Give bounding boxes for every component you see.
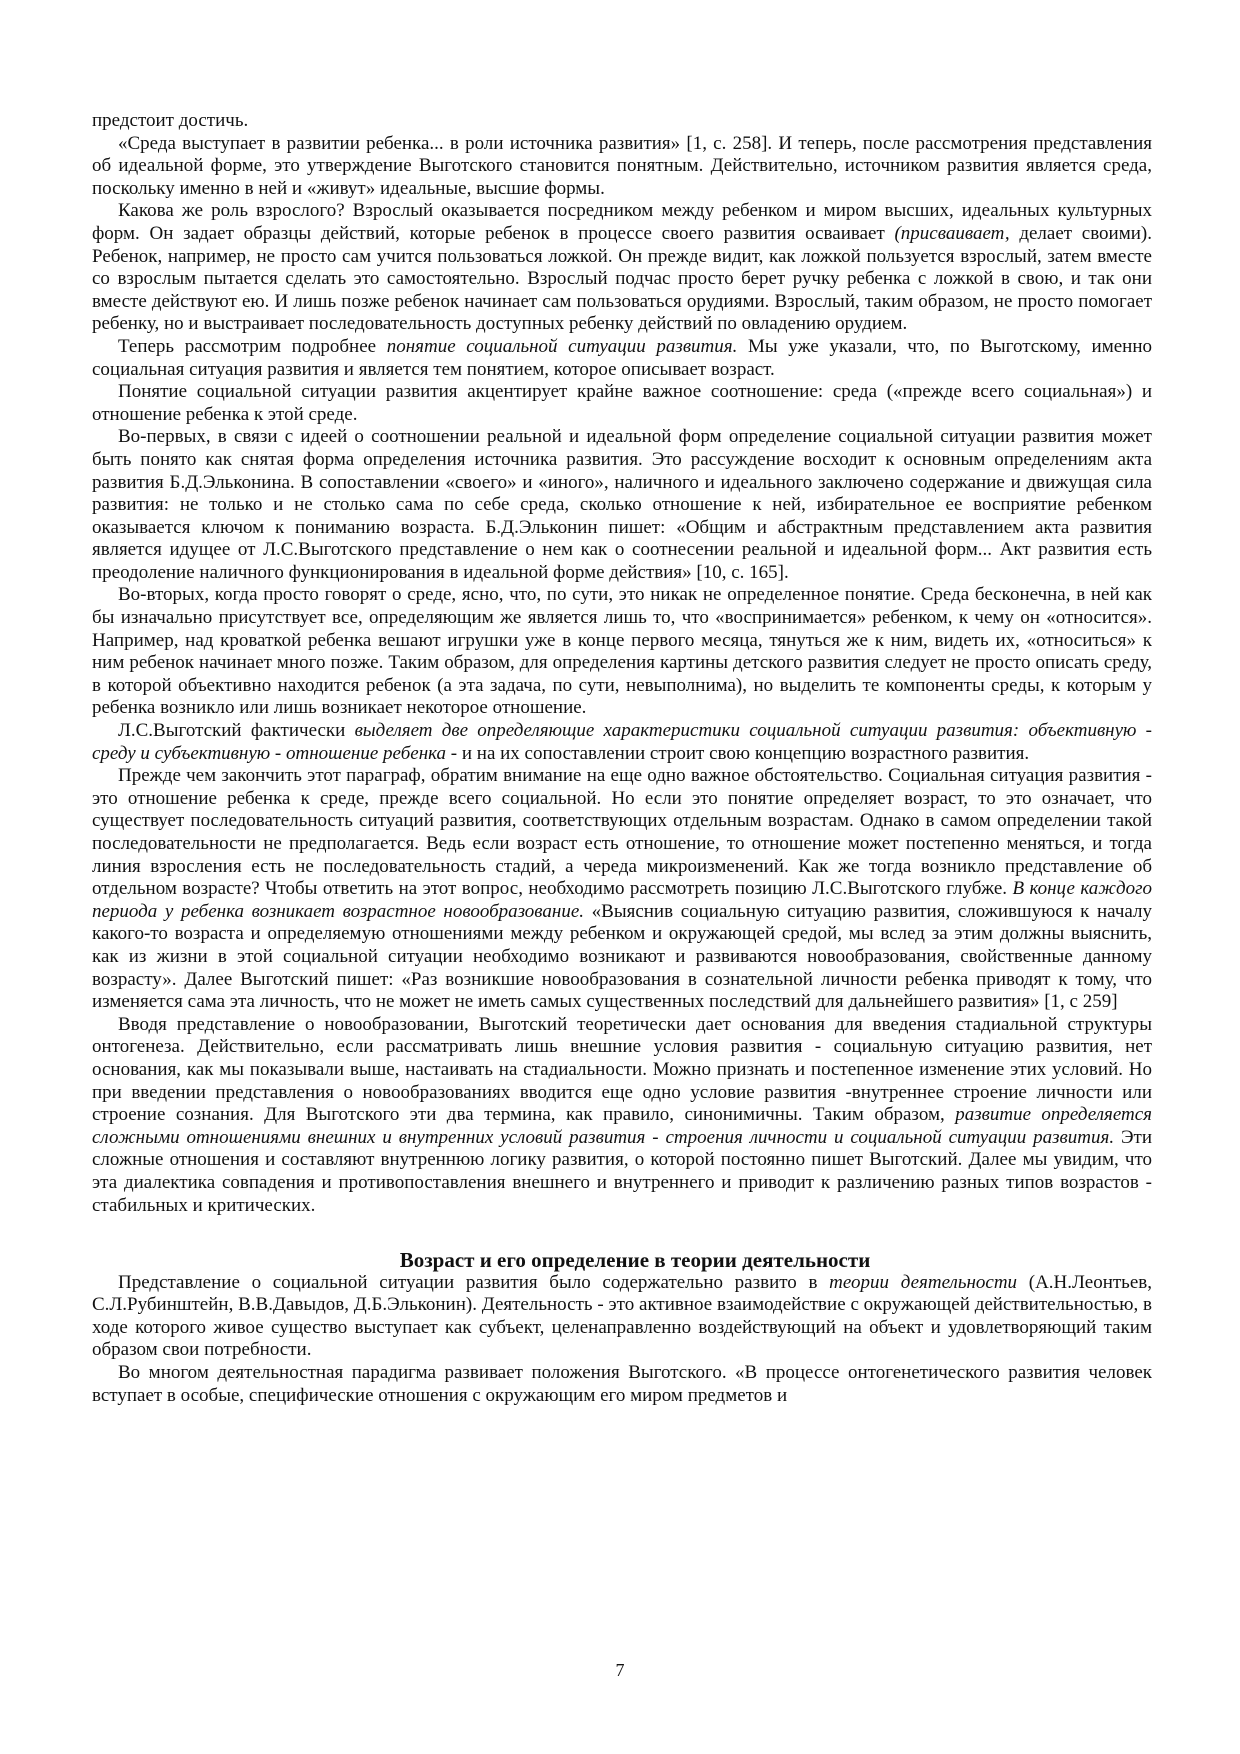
body-paragraph: Во-первых, в связи с идеей о соотношении реальной и идеальной форм определение социальной ситуации развития может быть понято как снятая форма определения источника развития. Это рассуждение восходит к основным определениям акта развития Б.Д.Эльконина. В сопоставлении «своего» и «иного», наличного и идеального заключено содержание и движущая сила развития: не только и не столько сама по себе среда, сколько отношение к ней, избирательное ее восприятие ребенком оказывается ключом к пониманию возраста. Б.Д.Эльконин пишет: «Общим и абстрактным представлением акта развития является идущее от Л.С.Выготского представление о нем как о соотнесении реальной и идеальной форм... Акт развития есть преодоление наличного функционирования в идеальной форме действия» [10, с. 165]. (92, 426, 1152, 583)
body-paragraph (92, 1272, 1152, 1362)
paragraph-text: Вводя представление о новообразовании, Выготский теоретически дает основания для введения стадиальной структуры онтогенеза. Действительно, если рассматривать лишь внешние условия развития - социальную ситуацию развития, нет основания, как мы показывали выше, настаивать на стадиальности. Можно признать и постепенное изменение этих условий. Но при введении представления о новообразованиях вводится еще одно условие развития -внутреннее строение личности или строение сознания. Для Выготского эти два термина, как правило, синонимичны. Таким образом, (92, 1013, 1152, 1126)
paragraph-text: делает своими). Ребенок, например, не просто сам учится пользоваться ложкой. Он прежде видит, как ложкой пользуется взрослый, затем вместе со взрослым пытается сделать это самостоятельно. Взрослый подчас просто берет ручку ребенка с ложкой в свою, и так они вместе действуют ею. И лишь позже ребенок начинает сам пользоваться орудиями. Взрослый, таким образом, не просто помогает ребенку, но и выстраивает последовательность доступных ребенку действий по овладению орудием. (92, 222, 1152, 335)
paragraph-text: Прежде чем закончить этот параграф, обратим внимание на еще одно важное обстоятельство. Социальная ситуация развития - это отношение ребенка к среде, прежде всего социальной. Но если это понятие определяет возраст, то это означает, что существует последовательность ситуаций развития, соответствующих отдельным возрастам. Однако в самом определении такой последовательности не предполагается. Ведь если возраст есть отношение, то отношение может постепенно меняться, и тогда линия взросления есть не последовательность стадий, а череда микроизменений. Как же тогда возникло представление об отдельном возрасте? Чтобы ответить на этот вопрос, необходимо рассмотреть позицию Л.С.Выготского глубже. (92, 765, 1152, 900)
body-paragraph (92, 765, 1152, 1014)
paragraph-text: Представление о социальной ситуации развития было содержательно развито в (118, 1271, 830, 1293)
body-paragraph: «Среда выступает в развитии ребенка... в роли источника развития» [1, с. 258]. И теперь, после рассмотрения представления об идеальной форме, это утверждение Выготского становится понятным. Действительно, источником развития является среда, поскольку именно в ней и «живут» идеальные, высшие формы. (92, 132, 1152, 199)
body-paragraph (92, 200, 1152, 336)
paragraph-text: «Выяснив социальную ситуацию развития, сложившуюся к началу какого-то возраста и определяемую отношениями между ребенком и окружающей средой, мы вслед за этим должны выяснить, как из жизни в этой социальной ситуации необходимо возникают и развиваются новообразования, свойственные данному возрасту». Далее Выготский пишет: «Раз возникшие новообразования в сознательной личности ребенка приводят к тому, что изменяется сама эта личность, что не может не иметь самых существенных последствий для дальнейшего развития» [1, с 259] (92, 900, 1152, 1013)
document-page (92, 110, 1152, 1407)
italic-phrase: теории деятельности (829, 1271, 1018, 1293)
paragraph-text: Какова же роль взрослого? Взрослый оказывается посредником между ребенком и миром высших, идеальных культурных форм. Он задает образцы действий, которые ребенок в процессе своего развития осваивает (92, 200, 1152, 244)
italic-phrase: развитие определяется сложными отношениями внешних и внутренних условий развития - строения личности и социальной ситуации развития. (92, 1104, 1152, 1148)
italic-phrase: выделяет две определяющие характеристики социальной ситуации развития: объективную - среду и субъективную - отношение ребенка (92, 720, 1152, 764)
body-paragraph: предстоит достичь. (92, 110, 249, 131)
section-heading: Возраст и его определение в теории деятельности (399, 1248, 871, 1273)
italic-phrase: В конце каждого периода у ребенка возникает возрастное новообразование. (92, 878, 1152, 922)
body-paragraph: Понятие социальной ситуации развития акцентирует крайне важное соотношение: среда («прежде всего социальная») и отношение ребенка к этой среде. (92, 381, 1152, 425)
paragraph-text: Мы уже указали, что, по Выготскому, именно социальная ситуация развития и является тем понятием, которое описывает возраст. (92, 335, 1153, 380)
page-number: 7 (615, 1660, 625, 1680)
paragraph-text: Эти сложные отношения и составляют внутреннюю логику развития, о которой постоянно пишет Выготский. Далее мы увидим, что эта диалектика совпадения и противопоставления внешнего и внутреннего и приводит к различению разных типов возрастов - стабильных и критических. (92, 1126, 1152, 1216)
italic-phrase: (присваивает, (894, 222, 1010, 244)
body-paragraph (92, 1014, 1152, 1217)
body-paragraph (92, 720, 1152, 765)
paragraph-text: Л.С.Выготский фактически (118, 720, 355, 742)
body-paragraph (92, 336, 1152, 381)
paragraph-text: Теперь рассмотрим подробнее (118, 335, 387, 357)
italic-phrase: понятие социальной ситуации развития. (386, 335, 738, 357)
body-paragraph: Во-вторых, когда просто говорят о среде, ясно, что, по сути, это никак не определенное понятие. Среда бесконечна, в ней как бы изначально присутствует все, определяющим же является лишь то, что «воспринимается» ребенком, к чему он «относится». Например, над кроваткой ребенка вешают игрушки уже в конце первого месяца, тянуться же к ним, видеть их, «относиться» к ним ребенок начинает много позже. Таким образом, для определения картины детского развития следует не просто описать среду, в которой объективно находится ребенок (а эта задача, по сути, невыполнима), но выделить те компоненты среды, к которым у ребенка возникло или лишь возникает некоторое отношение. (92, 584, 1152, 719)
body-paragraph: Во многом деятельностная парадигма развивает положения Выготского. «В процессе онтогенетического развития человек вступает в особые, специфические отношения с окружающим его миром предметов и (92, 1362, 1152, 1406)
paragraph-text: - и на их сопоставлении строит свою концепцию возрастного развития. (446, 742, 1030, 764)
paragraph-text: (А.Н.Леонтьев, С.Л.Рубинштейн, В.В.Давыдов, Д.Б.Эльконин). Деятельность - это активное взаимодействие с окружающей действительностью, в ходе которого живое существо выступает как субъект, целенаправленно воздействующий на объект и удовлетворяющий таким образом свои потребности. (92, 1271, 1152, 1361)
